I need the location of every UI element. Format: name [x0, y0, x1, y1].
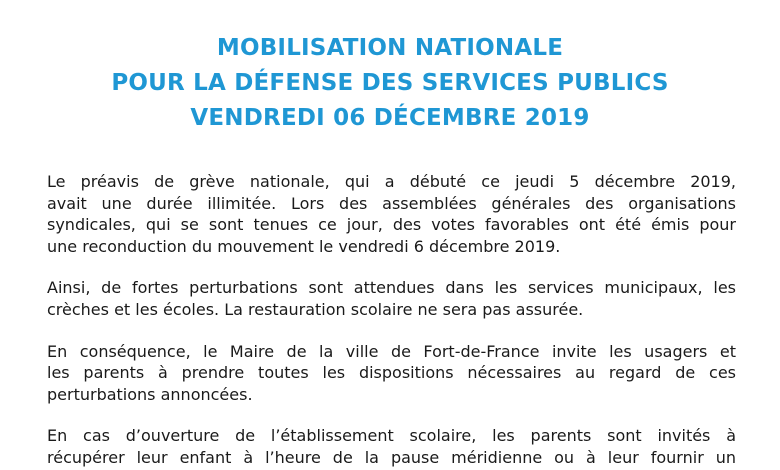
text-line: syndicales, qui se sont tenues ce jour, des votes favorables ont été émis pour [47, 215, 736, 235]
document-header [0, 31, 780, 136]
header-title: MOBILISATION NATIONALE [216, 35, 564, 61]
text-line: Le préavis de grève nationale, qui a débuté ce jeudi 5 décembre 2019, [47, 172, 736, 191]
text-line: crèches et les écoles. La restauration scolaire ne sera pas assurée. [47, 299, 584, 319]
paragraph-disruptions [47, 277, 736, 320]
text-line: récupérer leur enfant à l’heure de la pause méridienne ou à leur fournir un [47, 447, 736, 467]
text-line: En conséquence, le Maire de la ville de Fort-de-France invite les usagers et [47, 341, 736, 361]
header-date: VENDREDI 06 DÉCEMBRE 2019 [190, 105, 590, 131]
text-line: une reconduction du mouvement le vendredi 6 décembre 2019. [47, 236, 561, 256]
document-body [47, 171, 736, 470]
text-line: perturbations annoncées. [47, 384, 253, 404]
paragraph-strike-notice [47, 171, 736, 257]
paragraph-mayor-invitation [47, 341, 736, 406]
text-line: Ainsi, de fortes perturbations sont attendues dans les services municipaux, les [47, 278, 736, 298]
text-line: les parents à prendre toutes les dispositions nécessaires au regard de ces [47, 363, 736, 383]
header-subtitle: POUR LA DÉFENSE DES SERVICES PUBLICS [111, 70, 669, 96]
text-line: avait une durée illimitée. Lors des assemblées générales des organisations [47, 193, 736, 213]
paragraph-school-opening [47, 425, 736, 468]
text-line: En cas d’ouverture de l’établissement scolaire, les parents sont invités à [47, 426, 736, 446]
